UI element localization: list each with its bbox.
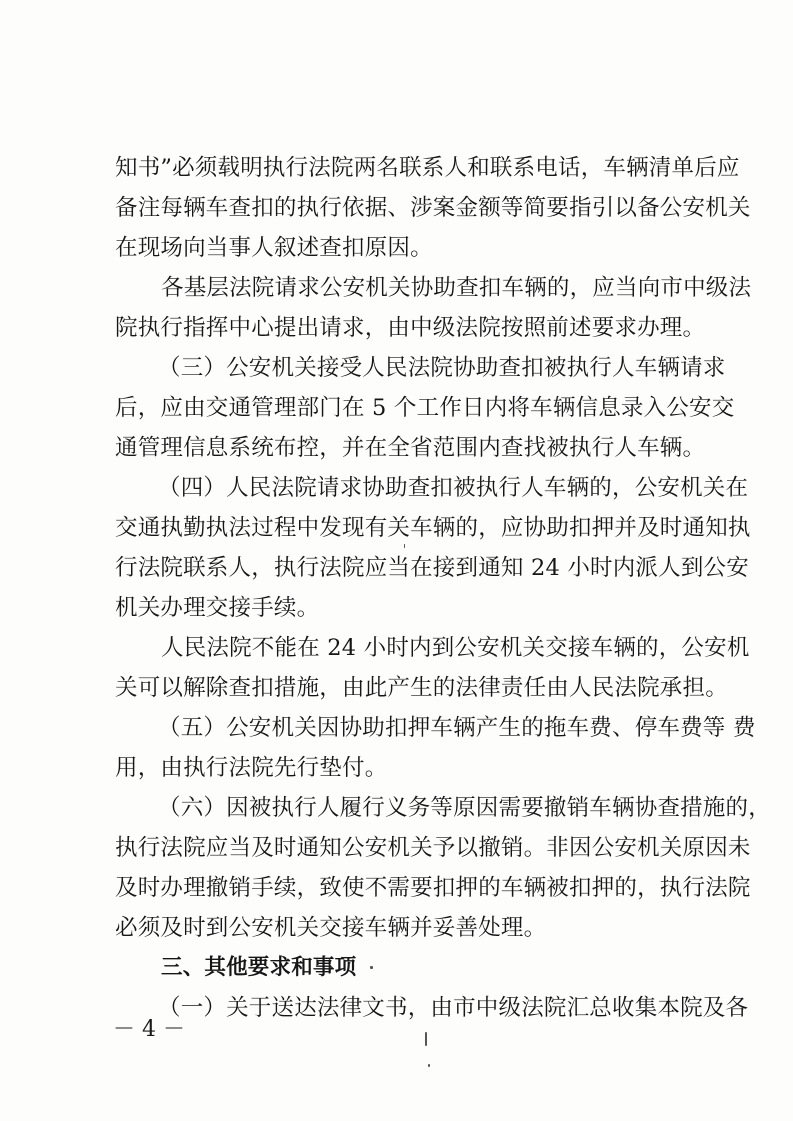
text-line: （六）因被执行人履行义务等原因需要撤销车辆协查措施的， (158, 795, 771, 821)
text-line: 必须及时到公安机关交接车辆并妥善处理。 (115, 915, 547, 941)
text-line: 在现场向当事人叙述查扣原因。 (115, 235, 433, 261)
text-line: （三）公安机关接受人民法院协助查扣被执行人车辆请求 (158, 355, 726, 381)
scan-speck (370, 966, 373, 969)
text-line: 各基层法院请求公安机关协助查扣车辆的，应当向市中级法 (161, 275, 752, 301)
text-line: 知书”必须载明执行法院两名联系人和联系电话，车辆清单后应 (115, 155, 740, 181)
text-line: 执行法院应当及时通知公安机关予以撤销。非因公安机关原因未 (115, 835, 751, 861)
text-line: 关可以解除查扣措施，由此产生的法律责任由人民法院承担。 (115, 675, 728, 701)
text-line: （五）公安机关因协助扣押车辆产生的拖车费、停车费等 费 (158, 715, 756, 741)
text-line: 机关办理交接手续。 (115, 595, 320, 621)
text-line: 用，由执行法院先行垫付。 (115, 755, 388, 781)
text-line: 通管理信息系统布控，并在全省范围内查找被执行人车辆。 (115, 435, 706, 461)
text-line: 及时办理撤销手续，致使不需要扣押的车辆被扣押的，执行法院 (115, 875, 751, 901)
section-heading: 三、其他要求和事项 (161, 955, 357, 980)
text-line: 院执行指挥中心提出请求，由中级法院按照前述要求办理。 (115, 315, 706, 341)
text-line: 行法院联系人，执行法院应当在接到通知 24 小时内派人到公安 (115, 555, 749, 581)
scan-speck (428, 1064, 430, 1067)
text-line: 交通执勤执法过程中发现有关车辆的，应协助扣押并及时通知执 (115, 515, 751, 541)
page-number: － 4 － (113, 1017, 185, 1042)
text-line: （四）人民法院请求协助查扣被执行人车辆的，公安机关在 (158, 475, 749, 501)
scan-speck (425, 1032, 427, 1046)
scan-speck (404, 544, 405, 548)
text-line: （一）关于送达法律文书，由市中级法院汇总收集本院及各 (158, 995, 749, 1021)
text-line: 人民法院不能在 24 小时内到公安机关交接车辆的，公安机 (161, 635, 750, 661)
text-line: 备注每辆车查扣的执行依据、涉案金额等简要指引以备公安机关 (115, 195, 751, 221)
text-line: 后，应由交通管理部门在 5 个工作日内将车辆信息录入公安交 (115, 395, 735, 421)
